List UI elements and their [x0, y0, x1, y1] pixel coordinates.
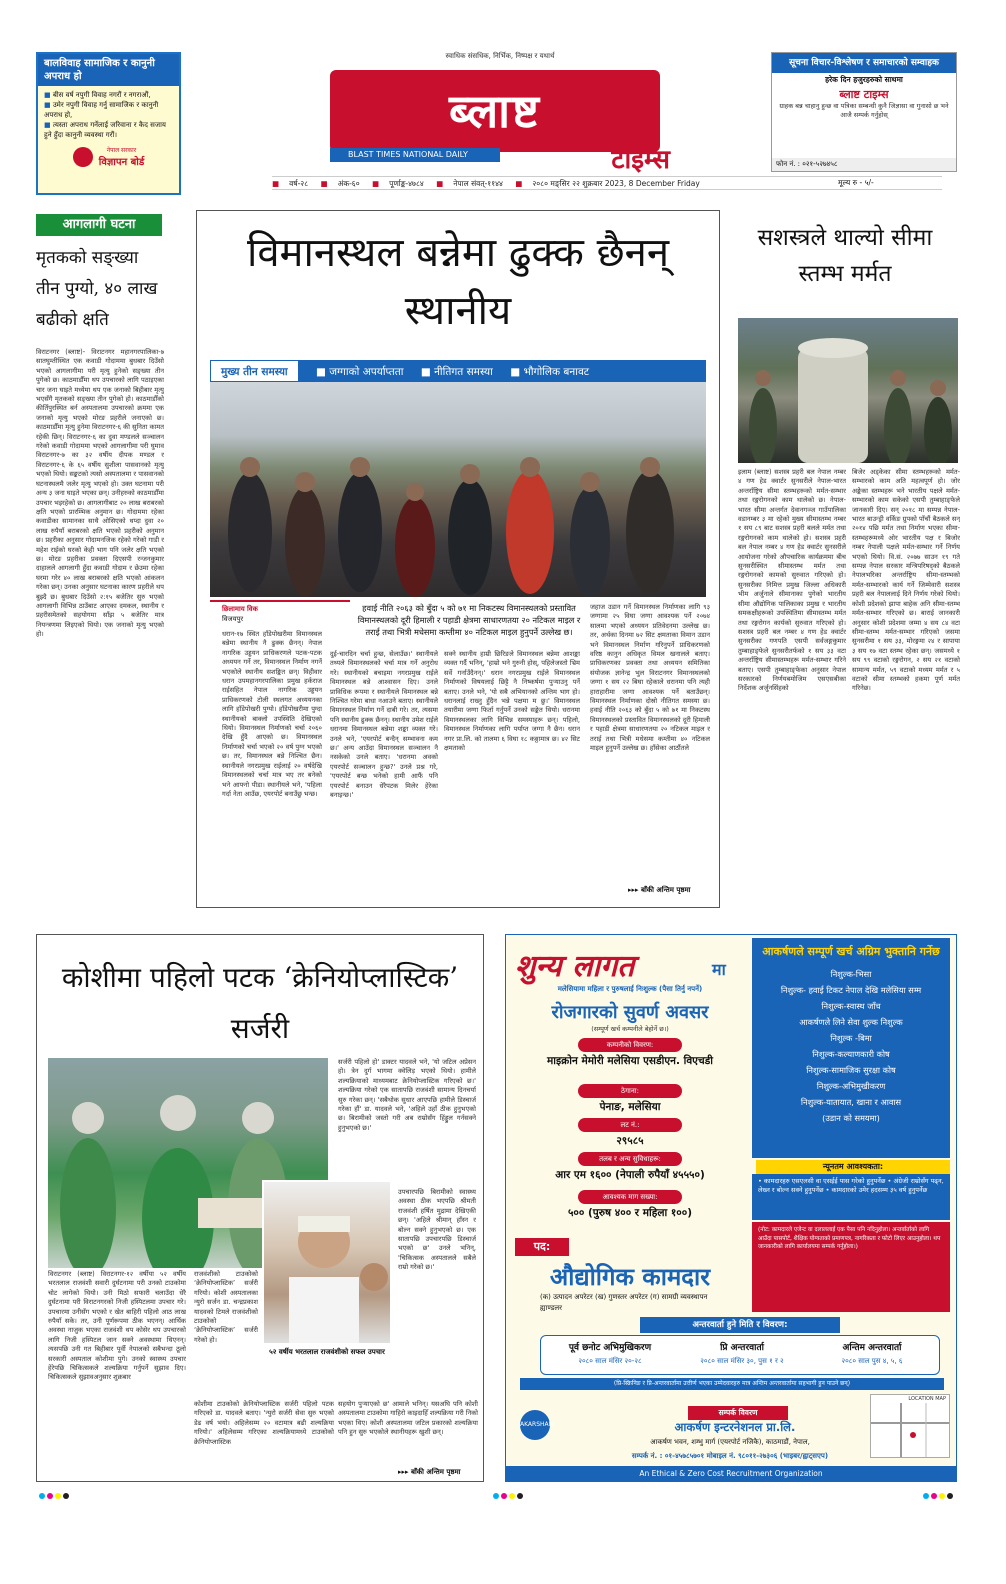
benefit-item: निशुल्क-यातायात, खाना र आवास	[800, 1097, 902, 1107]
ad-interview-schedule	[540, 1335, 940, 1375]
left-story-body: विराटनगर (ब्लाष्ट)- विराटनगर महानगरपालिका-७ सातघुम्तीस्थित एक कवाडी गोदाममा बुधबार दिउँसो भएको आगलागीमा परी मृत्यु हुनेको सङ्ख्या तीन पुगेको छ। काठमाडौँमा थप उपचारको लागि पठाइएका चार जना घाइते मध्येमा थप एक जनाको बिहीबार मृत्यु भएसँगै मृतकको सङ्ख्या तीन पुगेको हो। काठमाडौँको कीर्तिपुरस्थित बर्न अस्पतालमा उपचारको क्रममा एक जनाको मृत्यु भएको मोरङ प्रहरीले जनाएको छ। काठमाडौँमा मृत्यु हुनेमा विराटनगर-६ की सुनिता कामत रहेकी छिन्। विराटनगर-६ का दुवा मण्डलले सञ्चालन गरेको कवाडी गोदाममा भएको आगलागीमा परी घुमाव विराटनगर-७ का ३२ वर्षीय दीपक मण्डल र विराटनगर-६ के ६५ वर्षीय सुशीला पासवानको मृत्यु भएको थियो। सङ्कटको त्यसो अस्पतालमा र पासवानको घटनास्थलमै जलेर मृत्यु भएको हो। उक्त घटनामा परी अन्य ३ जना घाइते भएका छन्। उनीहरुको काठमाडौँमा उपचार भइरहेको छ। आगलागीबाट २० लाख बराबरको क्षति भएको प्रारम्भिक अनुमान छ। गोदाममा रहेका कवाडीका सामानका साथै ओसिएको थप्दा दुवा २० लाख रुपैयाँ बराबरको क्षति भएको प्रहरीको अनुमान छ। प्रहरीका अनुसार गोदामनजिक रहेको गरेको गाडी र महेश राईको घरको केही भाग पनि जलेर क्षति भएको छ। मोरङ प्रहरीका प्रवक्ता दिएसपी रन्जनकुमार दाहालले आगलागी हुँदा कवाडी गोदाम र छेउमा रहेका घरमा गरेर ४० लाख बराबरको क्षति भएको आंकलन गरेका छन्। उनका अनुसार घटनाका कारण प्रहरीले थप बुझ्दै छ। बुधबार दिउँसो २:१५ बजेतिर सुरु भएको आगलागी विभिन्न ठाउँबाट आएका दमकल, स्थानीय र प्रहरीसमेतको सहयोगमा साँझ ५ बजेतिर मात्र नियन्त्रणमा लिइएको थियो। एक जनाको मृत्यु भएको हो।	[36, 348, 164, 639]
child-marriage-ad	[36, 52, 181, 195]
benefit-item: निशुल्क-कल्याणकारी कोष	[812, 1049, 890, 1059]
dateline-date: २०८० मङ्सिर २२ शुक्रबार 2023, 8 December Friday	[532, 179, 700, 188]
ad-company-label: कम्पनीको विवरण:	[578, 1038, 682, 1052]
benefit-item: निशुल्क-भिसा	[830, 969, 872, 979]
right-story-column: इलाम (ब्लाष्ट) सशस्त्र प्रहरी बल नेपाल नम्बर ४ गण हेड क्वार्टर सुनसरीले नेपाल-भारत अन्तर्राष्ट्रिय सीमा स्तम्भहरूको मर्मत-सम्भार तथा रङ्गरोगनको काम थालेको छ। नेपाल-भारत सीमा अन्तर्गत देवानगञ्ज गाउँपालिका वडानम्बर ३ मा रहेको मुख्य सीमास्तम्भ नम्बर १ सय ८९ बाट सशस्त्र प्रहरी बलले मर्मत तथा रङ्गरोगनको काम थालेको हो। सशस्त्र प्रहरी बल नेपाल नम्बर ४ गण हेड क्वार्टर सुनसरीले आयोजना गरेको औपचारिक कार्यक्रममा बीच सुनसरीस्थित सीमास्तम्भ मर्मत तथा रङ्गरोगनको कामको सुरुवात गरिएको हो। सुनसरीका निमित्त प्रमुख जिल्ला अधिकारी भीम अर्जुनाले सीमानाका पुगेको भारतीय सीमा औद्योगिक पालिकाका प्रमुख र भारतीय समकक्षीहरूको उपस्थितिमा सीमास्तम्भ मर्मत तथा रङ्गरोगन कार्यको सुरुवात गरिएको हो। सशस्त्र प्रहरी बल नम्बर ४ गण हेड क्वार्टर सुनसरीका गणपति एसपी सर्वजङ्गकुमार तुम्बाहाङ्फेले सुनसरीतर्फको १ सय ३३ वटा अन्तर्राष्ट्रिय सीमास्तम्भहरू मर्मत-सम्भार गरिने बताए। एसपी तुम्बाहाङ्फेका अनुसार नेपाल सरकारको निर्णयबमोजिम एसएसबीका निर्देशक अर्जुनसिंहको	[738, 468, 846, 693]
child-marriage-ad-title: बालविवाह सामाजिक र कानुनी अपराध हो	[38, 54, 179, 86]
ad-lt-label: लट नं.:	[578, 1118, 682, 1132]
pull-quote: हवाई नीति २०६३ को बुँदा ५ को ७१ मा निकटस्थ विमानस्थलको प्रस्तावित विमानस्थलको दूरी हिमाली र पहाडी क्षेत्रमा साधारणतया २० नटिकल माइल र तराई तथा भित्री मधेसमा कम्तीमा ४० नटिकल माइल हुनुपर्ने उल्लेख छ।	[357, 603, 581, 638]
patient-caption: ५२ वर्षीय भरतलाल राजवंशीको सफल उपचार	[262, 1346, 392, 1358]
ad-demand: ५०० (पुरुष ४०० र महिला १००)	[567, 1207, 693, 1219]
dateline-nepal-samvat: नेपाल संवत्-११४४	[453, 179, 503, 188]
ad-zero-ma: मा	[712, 960, 726, 979]
patient-illustration	[264, 1182, 390, 1343]
crowd-photo-illustration	[210, 382, 706, 597]
surgery-story-column: उपचारपछि बिरामीको स्वास्थ्य अवस्था ठीक भएपछि श्रीमती राजवंशी हर्षित मुद्रामा देखिएकी छन्। 'अहिले श्रीमान् हाँस्न र बोल्न सक्ने हुनुभएको छ। एक सातापछि उपचारपछि डिस्चार्ज भएको छ' उनले भनिन्, 'चिकित्सक अस्पतालले सबैले राम्रो गरेको छ।'	[398, 1188, 476, 1272]
masthead-logo-text: ब्लाष्ट	[449, 84, 541, 138]
interview-stage-name: पूर्व छनोट अभिमुखिकरण	[568, 1343, 652, 1353]
interview-stage-name: अन्तिम अन्तरवार्ता	[842, 1343, 902, 1353]
ad-point: ■ बीस वर्ष नपुगी विवाह नगरौं र नगराऔं,	[44, 90, 173, 100]
ad-benefits	[752, 938, 950, 1158]
ad-golden-opportunity: रोजगारको सुवर्ण अवसर	[551, 1002, 709, 1023]
border-pillar-illustration	[738, 318, 958, 463]
benefit-item: निशुल्क-स्वास्थ जाँच	[821, 1001, 881, 1011]
agency-phones: सम्पर्क नं. : ०१-४५७८५७०१ मोबाइल नं. ९८०११-२७३०६ (भाइबर/ह्वाट्सएप)	[631, 1452, 829, 1460]
location-map	[870, 1394, 950, 1458]
continued-link[interactable]: ▸▸▸ बाँकी अन्तिम पृष्ठमा	[398, 1468, 461, 1476]
subscription-ad-sub: हरेक दिन हजुरहरुको साथमा	[825, 75, 903, 84]
issuer: नेपाल सरकार	[106, 147, 137, 154]
masthead-tagline: स्वाधिक संसधिक, निर्भिक, निष्पक्ष र यथार्थ	[445, 52, 555, 60]
main-story-column: धरान-१७ स्थित हाँडेपोखरीमा विमानस्थल बन्नेमा स्थानीय नै ढुक्क छैनन्। नेपाल नागरिक उड्डयन प्राधिकरणले पटक-पटक अध्ययन गर्ने तर, विमानस्थल निर्माण नगर्ने भएकोले स्थानीय सशङ्कित छन्। विहीवार धरान उपमहानगरपालिका प्रमुख हर्कराज राईसहित नेपाल नागरिक उड्डयन प्राधिकरणको टोली स्थलगत अध्ययनका लागि हाँडेपोखरी पुग्यो। हाँडेपोखरीमा पुग्दा स्थानीयको बाक्लो उपस्थिति देखिएको थियो। विमानस्थल निर्माणको चर्चा २०६० देखि हुँदै आएको छ। विमानस्थल निर्माणको चर्चा भएको २० वर्ष पुग्न भएको छ। तर, विमानस्थल बन्ने निश्चित छैन। स्थानीयले नगरप्रमुख राईलाई २० वर्षदेखि विमानस्थलको चर्चा मात्र भए तर बनेको भने आफ्नो पीडा। स्थानीयले भने, 'पहिला गर्दा नेता आउँछ, एयरपोर्ट बनाउँछु भन्छ।	[222, 630, 322, 798]
crowd-photo	[210, 382, 706, 597]
photo-place: विजयपुर	[222, 615, 244, 623]
ad-salary-label: तलब र अन्य सुविधाहरू:	[578, 1152, 682, 1166]
ad-post-reqs: (क) उत्पादन अपरेटर (ख) गुणस्तर अपरेटर (ग) सामग्री व्यवस्थापन ह्याण्डलर	[540, 1293, 708, 1312]
problem-item: ■ जग्गाको अपर्याप्तता	[316, 366, 403, 378]
ad-interview-note: (प्रि-स्क्रिनिङ र प्रि-अन्तरवार्तामा उत्तीर्ण भएका उम्मेदवारहरु मात्र अन्तिम अन्तरवार्तामा सहभागी हुन पाउने छन्)	[520, 1378, 944, 1390]
interview-stage-date: २०८० साल पुस ४, ५, ६	[841, 1357, 903, 1365]
interview-stage	[807, 1340, 937, 1366]
masthead-times: टाइम्स	[611, 145, 670, 175]
ad-demand-label: आवश्यक माग सख्या:	[578, 1190, 682, 1204]
ad-benefits-list	[752, 962, 950, 1126]
dateline: ■ वर्ष-२८ ■ अंक-६० ■ पूर्णाङ्क-४७८४ ■ नेपाल संवत्-११४४ ■ २०८० मङ्सिर २२ शुक्रबार 2023, 8 December Friday	[272, 176, 942, 190]
agency-address: आकर्षण भवन, शम्भु मार्ग (एयरपोर्ट नजिकै), काठमाडौं, नेपाल,	[650, 1438, 810, 1446]
ad-point: ■ उमेर नपुगी विवाह गर्नु सामाजिक र कानुनी अपराध हो,	[44, 100, 173, 120]
ad-place: पेनाङ, मलेसिया	[599, 1101, 661, 1113]
issuer-board: विज्ञापन बोर्ड	[98, 157, 145, 168]
right-story-column: बिजेर अड्केका सीमा स्तम्भहरूको मर्मत-सम्भारको काम अति महत्वपूर्ण हो। जोर अङ्केका स्तम्भहरू भने भारतीय पक्षले मर्मत-सम्भारको काम सकेको एसपी तुम्बाहाङ्फेले जानकारी दिए। सन् २०१८ मा सम्पन्न नेपाल-भारत बाउन्ड्री वर्किङ ग्रुपको पाँचौं बैठकले सन् २०१४ पछि मर्मत तथा निर्माण भएका सीमा-स्तम्भहरूमध्ये ओर भारतीय पक्ष र बिजोर नम्बर नेपाली पक्षले मर्मत-सम्भार गर्ने निर्णय भएको थियो। वि.सं. २०७७ साउन १९ गते सम्पन्न नेपाल सरकार मन्त्रिपरिषद्को बैठकले नेपालभरिका अन्तर्राष्ट्रिय सीमा-स्तम्भको मर्मत-सम्भारको कार्य गर्ने जिम्मेवारी सशस्त्र प्रहरी बल नेपाललाई दिने निर्णय गरेको थियो। कोशी प्रदेशको झापा बाहेक अनि सीमा-स्तम्भ मर्मत-सम्भार गरिएको छ। बाराई जानकारी अनुसार कोशी प्रदेशमा जम्मा ४ सय ८४ वटा सीमा-स्तम्भ मर्मत-सम्भार गरिएको जसमा सुनसरीमा १ सय ३३, मोरङ्गमा २४ र सापाया ३ सय १७ वटा स्तम्भ रहेका छन्। जसमध्ये १ सय ९९ वटाको रङ्गरोगन, २ सय २१ वटाको सामान्य मर्मत, ५९ वटाको मध्यम मर्मत र ५ वटाको सीमा स्तम्भको हकमा पूर्ण मर्मत गरिनेछ।	[852, 468, 960, 693]
location-map-label: LOCATION MAP	[908, 1396, 946, 1402]
main-headline: विमानस्थल बन्नेमा ढुक्क छैनन् स्थानीय	[246, 230, 670, 334]
ad-point: ■ त्यस्ता अपराध गर्नेलाई जरिवाना र कैद सजाय हुने हुँदा कानुनी व्यवस्था गरौं।	[44, 120, 173, 140]
surgery-story-column: विराटनगर (ब्लाष्ट) विराटनगर-१२ वर्षीया ५२ वर्षीय भरतलाल राजवंशी सवारी दुर्घटनामा परी उनको टाउकोमा चोट लागेको थियो। उनी मिठो सफारी चलाउँदा धेरै दुर्घटनामा परी विराटनगरको निजी हस्पिटलमा उपचार गरे। उपचारमा उनीसँग भएको र खेत बाहिरी पहिलो आठ लाख रुपैयाँ सके। तर, उनी पूर्णरूपमा ठीक भएनन्। आर्थिक अवस्था नाजुक भएका राजवंशी थप कोसेर थप उपचारको लागि निजी हस्पिटल जान सक्ने अवस्थामा थिएनन्। त्यसपछि उनी गत बिहीबार पूर्वी नेपालको सबैभन्दा ठूलो सरकारी अस्पताल कोशीमा पुगे। उनको स्वास्थ्य उपचार हेरेपछि चिकित्सकले शल्यक्रिया गर्नुपर्ने सुझाव दिए। चिकित्सकले सुझावअनुसार शुक्रबार	[48, 1270, 186, 1382]
border-pillar-photo	[738, 318, 958, 463]
surgery-story-column: सहयोग पुऱ्याएको छ' आमाले भनिन्। यसअघि पनि कोशी अस्पतालमा टाउकोमा गाहिरो काइदाहिँ शल्यक्रिया गरी निको भएका थिए। कोशी अस्पतालमा जटिल प्रकारको शल्यक्रिया पनि हुन सुरु भएकोले स्थानीयहरू खुशी छन्।	[338, 1400, 478, 1437]
interview-stage	[545, 1340, 675, 1366]
ad-sub: मलेसियामा महिला र पुरुषलाई निःशुल्क (पैसा तिर्नु नपर्ने)	[557, 985, 703, 993]
left-headline: मृतकको सङ्ख्या तीन पुग्यो, ४० लाख बढीको क्षति	[36, 248, 158, 330]
problem-item: ■ भौगोलिक बनावट	[510, 366, 589, 378]
interview-stage-date: २०८० साल मंसिर २०-२८	[578, 1357, 642, 1365]
subscription-ad-title: सूचना विचार-विश्लेषण र समाचारको सम्वाहक	[772, 53, 956, 73]
surgery-story-column: सर्जरी पहिलो हो' डाक्टर यादवले भने, 'यो जटिल अप्रेसन हो। त्रेन दुर्ग भागमा क्वेलिड़ भएको थियो। हामीले शल्यक्रियाको माध्यमबाट क्रेनियोप्लास्टिक गरिएको छ।' शल्यक्रिया गरेको एक सातापछि राजवंशी सामान्य दिनचर्या सुरु गरेका छन्। 'सबैथोक सुधार आएपछि हामीले डिस्चार्ज गरेका हौं' डा. यादवले भने, 'अहिले उहाँ ठीक हुनुभएको छ। बिरामीको जस्तो गरी अब राम्रोसँग हिंड्डुल गर्नसक्ने हुनुभएको छ।'	[338, 1058, 476, 1132]
agency-name: आकर्षण इन्टरनेशनल प्रा.लि.	[674, 1420, 796, 1434]
main-story-column: दुई-चारदिन चर्चा हुन्छ, सेलाउँछ।' स्थानीयले तथ्यले विमानस्थलको चर्चा मात्र गर्ने अनुरोध गरे। स्थानीयको बचाइमा नगरप्रमुख राईले विमानस्थल बन्ने आश्वासन दिए। उनले प्राविधिक रूपमा र स्थानीयले विमानस्थल बन्ने निश्चित गरेमा बाधा नआउने बताए। स्थानीयले विमानस्थल निर्माण गर्ने दाबी गरे। तर, त्यसमा पनि स्थानीय ढुक्क छैनन्। स्थानीय उमेश राईले धरानमा विमानस्थल बन्नेमा शङ्का व्यक्त गरे। उनले भने, 'एयरपोर्ट बन्दैन् सम्भावना कम छ।' अन्य आउँदा विमानस्थल सञ्चालन नै नसकेको उनले बताए। 'धरानमा अवको एयरपोर्ट सञ्चालन हुन्छ?' उनले प्रश्न गरे, 'एयरपोर्ट बन्छ भनेको हामी आफैं पनि एयरपोर्ट बनाउन धेरैपटक मिलेर हेरेका बनाइन्छ।'	[330, 650, 438, 800]
benefit-item: निशुल्क -बिमा	[830, 1033, 872, 1043]
benefit-item: निशुल्क-अभिमुखीकरण	[816, 1081, 886, 1091]
subscription-ad-phone: फोन नं. : ०२१-५२७४५८	[772, 158, 956, 171]
dateline-year: वर्ष-२८	[289, 179, 309, 188]
ad-ethical-tagline: An Ethical & Zero Cost Recruitment Organization	[505, 1466, 957, 1482]
ad-lt: २९५८५	[616, 1135, 644, 1147]
ad-contact-title: सम्पर्क विवरण	[688, 1406, 788, 1420]
subscription-ad	[771, 52, 957, 172]
ad-golden-note: (सम्पूर्ण खर्च कम्पनीले बेहोर्ने छ।)	[591, 1025, 669, 1033]
child-marriage-ad-points	[38, 86, 179, 144]
photo-credit: छिलामाय विक	[222, 605, 258, 613]
main-story-column: सक्ने स्थानीय हाम्री छिरिङले विमानस्थल बन्नेमा आशङ्का व्यक्त गर्दै भनिन्, 'हाम्रो भने गुरुनी होस्, पहिलेजस्तो भ्रिम सर्वे गर्नाउँदैनन्।' धरान नगरप्रमुख राईले विमानस्थल निर्माणको विषयलाई छिट्टै नै निष्कर्षमा पुऱ्याउनु पर्ने बताए। उनले भने, 'यो सबै अभियानको अन्तिम भाग हो। धरानलाई राख्नु हुँदैन भन्ने पक्षमा म छु।' विमानस्थल तयारीमा जग्गा फिर्ता गर्नुपर्ने उनको सङ्केत थियो। धरानमा विमानस्थलका लागि विभिन्न समस्याहरू छन्। पहिलो, विमानस्थल निर्माणका लागि पर्याप्त जग्गा नै छैन। धरान नगर प्रा.लि. को तालमा ६ विघा १८ कठ्ठामात्र छ। ४२ सिट क्षमताको	[444, 650, 580, 753]
benefit-item: (उडान को समयमा)	[822, 1113, 880, 1123]
ad-post-label: पद:	[515, 1238, 569, 1256]
benefit-item: निशुल्क-सामाजिक सुरक्षा कोष	[806, 1065, 896, 1075]
problem-item: ■ नीतिगत समस्या	[421, 366, 493, 378]
registration-color-strip	[36, 1492, 956, 1500]
masthead-english-name: BLAST TIMES NATIONAL DAILY	[330, 148, 500, 162]
ad-post: औद्योगिक कामदार	[549, 1263, 711, 1291]
continued-link[interactable]: ▸▸▸ बाँकी अन्तिम पृष्ठमा	[628, 886, 691, 894]
dateline-serial: पूर्णाङ्क-४७८४	[389, 179, 424, 188]
dateline-issue: अंक-६०	[337, 179, 360, 188]
surgery-headline: कोशीमा पहिलो पटक ‘क्रेनियोप्लास्टिक’ सर्जरी	[61, 961, 459, 1045]
ad-zero-cost: शुन्य लागत	[515, 949, 635, 984]
ad-salary: आर एम १६०० (नेपाली रुपैयाँ ४५५५०)	[555, 1169, 705, 1181]
benefit-item: निशुल्क- हवाई टिकट नेपाल देखि मलेसिया सम्म	[780, 985, 922, 995]
ad-company-name: माइक्रोन मेमोरी मलेसिया एसडीएन. विएचडी	[547, 1055, 713, 1067]
ad-benefits-title: आकर्षणले सम्पूर्ण खर्च अग्रिम भुक्तानि गर्नेछ	[762, 945, 940, 958]
ad-place-label: ठेगाना:	[578, 1084, 682, 1098]
surgery-story-column: कोशीमा टाउकोको क्रेनियोप्लास्टिक सर्जरी पहिलो पटक गरिएको डा. यादवले बताए। 'न्युरो सर्जरी सेवा सुरु भएको डेढ वर्ष भयो। अहिलेसम्म २० वटामात्र बढी शल्यक्रिया गरियो।' अहिलेसम्म गरिएका शल्यक्रियामध्ये टाउकोको क्रेनियोप्लास्टिक	[194, 1400, 334, 1446]
ad-interview-title: अन्तरवार्ता हुने मिति र विवरण:	[640, 1317, 840, 1333]
subscription-ad-brand: ब्लाष्ट टाइम्स	[839, 88, 889, 101]
ad-notice: (नोट: कामदारले एजेन्ट वा दलाललाई एक पैसा पनि नदिनुहोला। अन्तर्वार्ताको लागि आउँदा पासपोर्ट, शैक्षिक योग्यताको प्रमाणपत्र, नागरिकता र फोटो लिएर आउनुहोला। थप जानकारीको लागि कार्यालयमा सम्पर्क गर्नुहोला।)	[752, 1222, 950, 1312]
nepal-emblem-icon	[73, 147, 93, 167]
right-headline: सशस्त्रले थाल्यो सीमा स्तम्भ मर्मत	[757, 225, 933, 287]
price: मूल्य रु - ५/-	[838, 178, 874, 187]
photo-caption-rule	[210, 600, 350, 602]
ad-reqs-title: न्यूनतम आवश्यकता:	[756, 1160, 950, 1174]
problems-lead: मुख्य तीन समस्या	[210, 360, 299, 382]
surgery-story-column: राजवंशीको टाउकोको ‘क्रेनियोप्लास्टिक’ सर्जरी गरियो। कोशी अस्पतालका न्युरो सर्जन डा. चन्द्रप्रकाश यादवको टिमले राजवंशीको टाउकोको ‘क्रेनियोप्लास्टिक’ सर्जरी गरेको हो।	[194, 1270, 258, 1344]
benefit-item: आकर्षणले लिने सेवा शुल्क निशुल्क	[799, 1017, 903, 1027]
interview-stage-name: प्रि अन्तरवार्ता	[720, 1343, 764, 1353]
section-label: आगलागी घटना	[36, 214, 162, 236]
ad-reqs: • कामदारहरु एसएलसी वा एसईई पास गरेको हुनुपर्नेछ • अंग्रेजी राम्रोसँग पढ्न, लेख्न र बोल्न सक्ने हुनुपर्नेछ • कामदारको उमेर हदसम्म ३५ वर्ष हुनुपर्नेछ	[752, 1174, 950, 1220]
subscription-ad-note: ग्राहक बन्न चाहानु हुन्छ वा पत्रिका सम्बन्धी कुनै जिज्ञासा वा गुनासो छ भने आजै सम्पर्क गर्नुहोस्	[779, 102, 949, 119]
patient-photo	[262, 1180, 392, 1345]
interview-stage-date: २०८० साल मंसिर ३०, पुस १ र २	[700, 1357, 784, 1365]
problems-bar	[210, 360, 706, 382]
main-story-column: जहाज उडान गर्ने विमानस्थल निर्माणका लागि ९३ जग्गामा २५ विघा जग्गा आवश्यक पर्ने २०७४ सालमा भएको अध्ययन प्रतिवेदनमा उल्लेख छ। तर, अर्थका दिनमा ७२ सिट क्षमताका विमान उडान भने विमानस्थल निर्माण गरिनुपर्ने प्राधिकरणको वरिष्ठ कानुन अधिकृत विमल खनालले बताए। प्राधिकरणका प्रवक्ता तथा अध्ययन समितिका संयोजक ज्ञानेन्द्र भुल विराटनगर विमानस्थलको जग्गा १ सय २२ बिघा रहेकाले धरानमा पनि त्यही हाराहारीमा जग्गा आवश्यक पर्ने बताउँछन्। विमानस्थल निर्माणका दोस्रो नीतिगत समस्या छ। हवाई नीति २०६३ को बुँदा ५ को ७१ मा निकटस्थ विमानस्थलको प्रस्तावित विमानस्थलको दूरी हिमाली र पहाडी क्षेत्रमा साधारणतया २० नटिकल माइल र तराई तथा भित्री मधेसमा कम्तीमा ४० नटिकल माइल हुनुपर्ने उल्लेख छ। हाँसेका आठौंतले	[590, 603, 710, 753]
interview-stage	[677, 1340, 807, 1366]
map-roads-icon	[871, 1403, 949, 1457]
agency-logo: AKARSHAN	[520, 1410, 550, 1440]
